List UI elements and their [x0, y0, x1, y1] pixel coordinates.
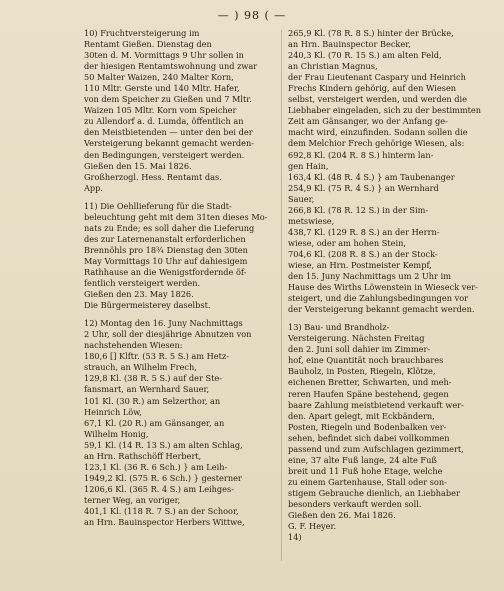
text-line: Sauer,: [288, 193, 315, 204]
text-line: Heinrich Löw,: [84, 406, 142, 417]
text-line: 30ten d. M. Vormittags 9 Uhr sollen in: [84, 50, 244, 61]
text-line: 67,1 Kl. (20 R.) am Gänsanger, an: [84, 417, 225, 428]
text-line: nats zu Ende; es soll daher die Lieferung: [84, 222, 255, 233]
text-line: der hiesigen Rentamtswohnung und zwar: [84, 61, 258, 72]
text-line: wiese, oder am hohen Stein,: [288, 237, 406, 248]
text-line: wiese, an Hrn. Postmeister Kempf,: [288, 259, 432, 270]
text-line: den Meistbietenden — unter den bei der: [84, 127, 253, 138]
text-line: der Frau Lieutenant Caspary und Heinrich: [288, 72, 466, 83]
text-line: Posten, Riegeln und Bodenbalken ver-: [288, 421, 447, 432]
text-line: Wilhelm Honig,: [84, 428, 149, 439]
text-line: 11) Die Oehllieferung für die Stadt-: [84, 200, 232, 211]
text-line: 10) Fruchtversteigerung im: [84, 28, 200, 38]
text-line: 1206,6 Kl. (365 R. 4 S.) am Leihges-: [84, 483, 234, 494]
text-line: 254,9 Kl. (75 R. 4 S.) } an Wernhard: [288, 182, 439, 193]
text-line: Rentamt Gießen. Dienstag den: [84, 39, 212, 50]
text-line: 180,6 [] Klftr. (53 R. 5 S.) am Hetz-: [84, 351, 230, 362]
text-line: besonders verkauft werden soll.: [288, 498, 422, 509]
text-line: 265,9 Kl. (78 R. 8 S.) hinter der Brücke,: [288, 28, 454, 38]
text-line: Waizen 105 Mltr. Korn vom Speicher: [84, 105, 237, 116]
text-line: an Hrn. Bauinspector Becker,: [288, 39, 411, 50]
text-line: an Hrn. Rathschöff Herbert,: [84, 450, 202, 461]
text-line: 59,1 Kl. (14 R. 13 S.) am alten Schlag,: [84, 439, 243, 450]
page-number: — ) 98 ( —: [217, 9, 287, 22]
text-line: an Hrn. Bauinspector Herbers Wittwe,: [84, 517, 245, 528]
text-line: Zeit am Gänsanger, wo der Anfang ge-: [288, 116, 448, 127]
text-line: Gießen den 26. Mai 1826.: [288, 510, 396, 521]
text-line: Liebhaber eingeladen, sich zu der bestimmten: [288, 105, 481, 116]
text-line: Die Bürgermeisterey daselbst.: [84, 300, 211, 311]
text-line: baare Zahlung meistbietend verkauft wer-: [288, 399, 464, 410]
text-line: den 15. Juny Nachmittags um 2 Uhr im: [288, 271, 451, 282]
text-line: 692,8 Kl. (204 R. 8 S.) hinterm lan-: [288, 149, 434, 160]
text-line: den. Apart gelegt, mit Eckbändern,: [288, 410, 435, 421]
text-line: des zur Laternenanstalt erforderlichen: [84, 233, 246, 244]
text-line: Gießen den 15. Mai 1826.: [84, 160, 192, 171]
text-line: steigert, und die Zahlungsbedingungen vor: [288, 293, 469, 304]
text-line: Bauholz, in Posten, Riegeln, Klötze,: [288, 366, 436, 377]
text-line: 2 Uhr, soll der diesjährige Abnutzen von: [84, 329, 252, 340]
text-line: eine, 37 alte Fuß lange, 24 alte Fuß: [288, 454, 437, 465]
text-line: reren Haufen Späne bestehend, gegen: [288, 388, 449, 399]
text-line: Hause des Wirths Löwenstein in Wieseck ver-: [288, 282, 478, 293]
text-line: breit und 11 Fuß hohe Etage, welche: [288, 465, 443, 476]
text-line: metswiese,: [288, 215, 335, 226]
text-line: Versteigerung bekannt gemacht werden-: [84, 138, 255, 149]
text-line: eichenen Bretter, Schwarten, und meh-: [288, 377, 452, 388]
text-line: Rathhause an die Wenigstfordernde öf-: [84, 266, 247, 277]
text-line: beleuchtung geht mit dem 31ten dieses Mo-: [84, 211, 268, 222]
text-line: G. F. Heyer.: [288, 521, 337, 532]
text-line: der Versteigerung bekannt gemacht werden.: [288, 304, 475, 315]
text-line: 110 Mltr. Gerste und 140 Mltr. Hafer,: [84, 83, 240, 94]
text-line: 401,1 Kl. (118 R. 7 S.) an der Schoor,: [84, 505, 239, 516]
text-line: App.: [84, 182, 103, 193]
text-line: Frechs Kindern gehörig, auf den Wiesen: [288, 83, 457, 94]
text-line: [84, 194, 274, 201]
text-line: 50 Malter Waizen, 240 Malter Korn,: [84, 72, 234, 83]
text-line: 129,8 Kl. (38 R. 5 S.) auf der Ste-: [84, 373, 222, 384]
right-column: [288, 28, 482, 543]
text-line: May Vormittags 10 Uhr auf dahiesigem: [84, 255, 248, 266]
text-line: 704,6 Kl. (208 R. 8 S.) an der Stock-: [288, 248, 438, 259]
text-line: [288, 315, 482, 322]
text-line: 101 Kl. (30 R.) am Selzerthor, an: [84, 395, 221, 406]
text-line: fentlich versteigert werden.: [84, 278, 201, 289]
text-line: macht wird, einzufinden. Sodann sollen die: [288, 127, 468, 138]
text-line: Gießen den 23. May 1826.: [84, 289, 194, 300]
text-line: sehen, befindet sich dabei vollkommen: [288, 432, 450, 443]
text-line: gen Hain,: [288, 160, 329, 171]
text-line: selbst, versteigert werden, und werden die: [288, 94, 467, 105]
text-line: 12) Montag den 16. Juny Nachmittags: [84, 318, 243, 329]
text-line: den 2. Juni soll dahier im Zimmer-: [288, 344, 431, 355]
text-line: von dem Speicher zu Gießen und 7 Mltr.: [84, 94, 252, 105]
column-divider: [281, 30, 282, 561]
text-line: terner Weg, an voriger,: [84, 494, 181, 505]
text-line: strauch, an Wilhelm Frech,: [84, 362, 197, 373]
text-line: stigem Gebrauche dienlich, an Liebhaber: [288, 487, 460, 498]
text-line: fansmart, an Wernhard Sauer,: [84, 384, 210, 395]
text-line: nachstehenden Wiesen:: [84, 340, 183, 351]
text-line: 266,8 Kl. (78 R. 12 S.) in der Sim-: [288, 204, 429, 215]
text-line: den Bedingungen, versteigert werden.: [84, 149, 245, 160]
text-line: 163,4 Kl. (48 R. 4 S.) } am Taubenanger: [288, 171, 455, 182]
text-line: zu Allendorf a. d. Lumda, öffentlich an: [84, 116, 244, 127]
text-line: 1949,2 Kl. (575 R. 6 Sch.) } gesterner: [84, 472, 242, 483]
text-line: [84, 311, 274, 318]
text-line: an Christian Magnus,: [288, 61, 378, 72]
text-line: 438,7 Kl. (129 R. 8 S.) an der Herrn-: [288, 226, 440, 237]
text-line: 13) Bau- und Brandholz-: [288, 322, 390, 333]
text-line: dem Melchior Frech gehörige Wiesen, als:: [288, 138, 465, 149]
text-line: Großherzogl. Hess. Rentamt das.: [84, 171, 222, 182]
left-column: [84, 28, 274, 528]
text-line: 14): [288, 532, 302, 543]
text-line: zu einem Gartenhause, Stall oder son-: [288, 476, 447, 487]
text-line: 123,1 Kl. (36 R. 6 Sch.) } am Leih-: [84, 461, 228, 472]
text-line: hof, eine Quantität noch brauchbares: [288, 355, 444, 366]
text-line: Brennöhls pro 18¾ Dienstag den 30ten: [84, 244, 248, 255]
text-line: Versteigerung. Nächsten Freitag: [288, 333, 425, 344]
text-line: passend und zum Aufschlagen gezimmert,: [288, 443, 464, 454]
text-line: 240,3 Kl. (70 R. 15 S.) am alten Feld,: [288, 50, 442, 61]
